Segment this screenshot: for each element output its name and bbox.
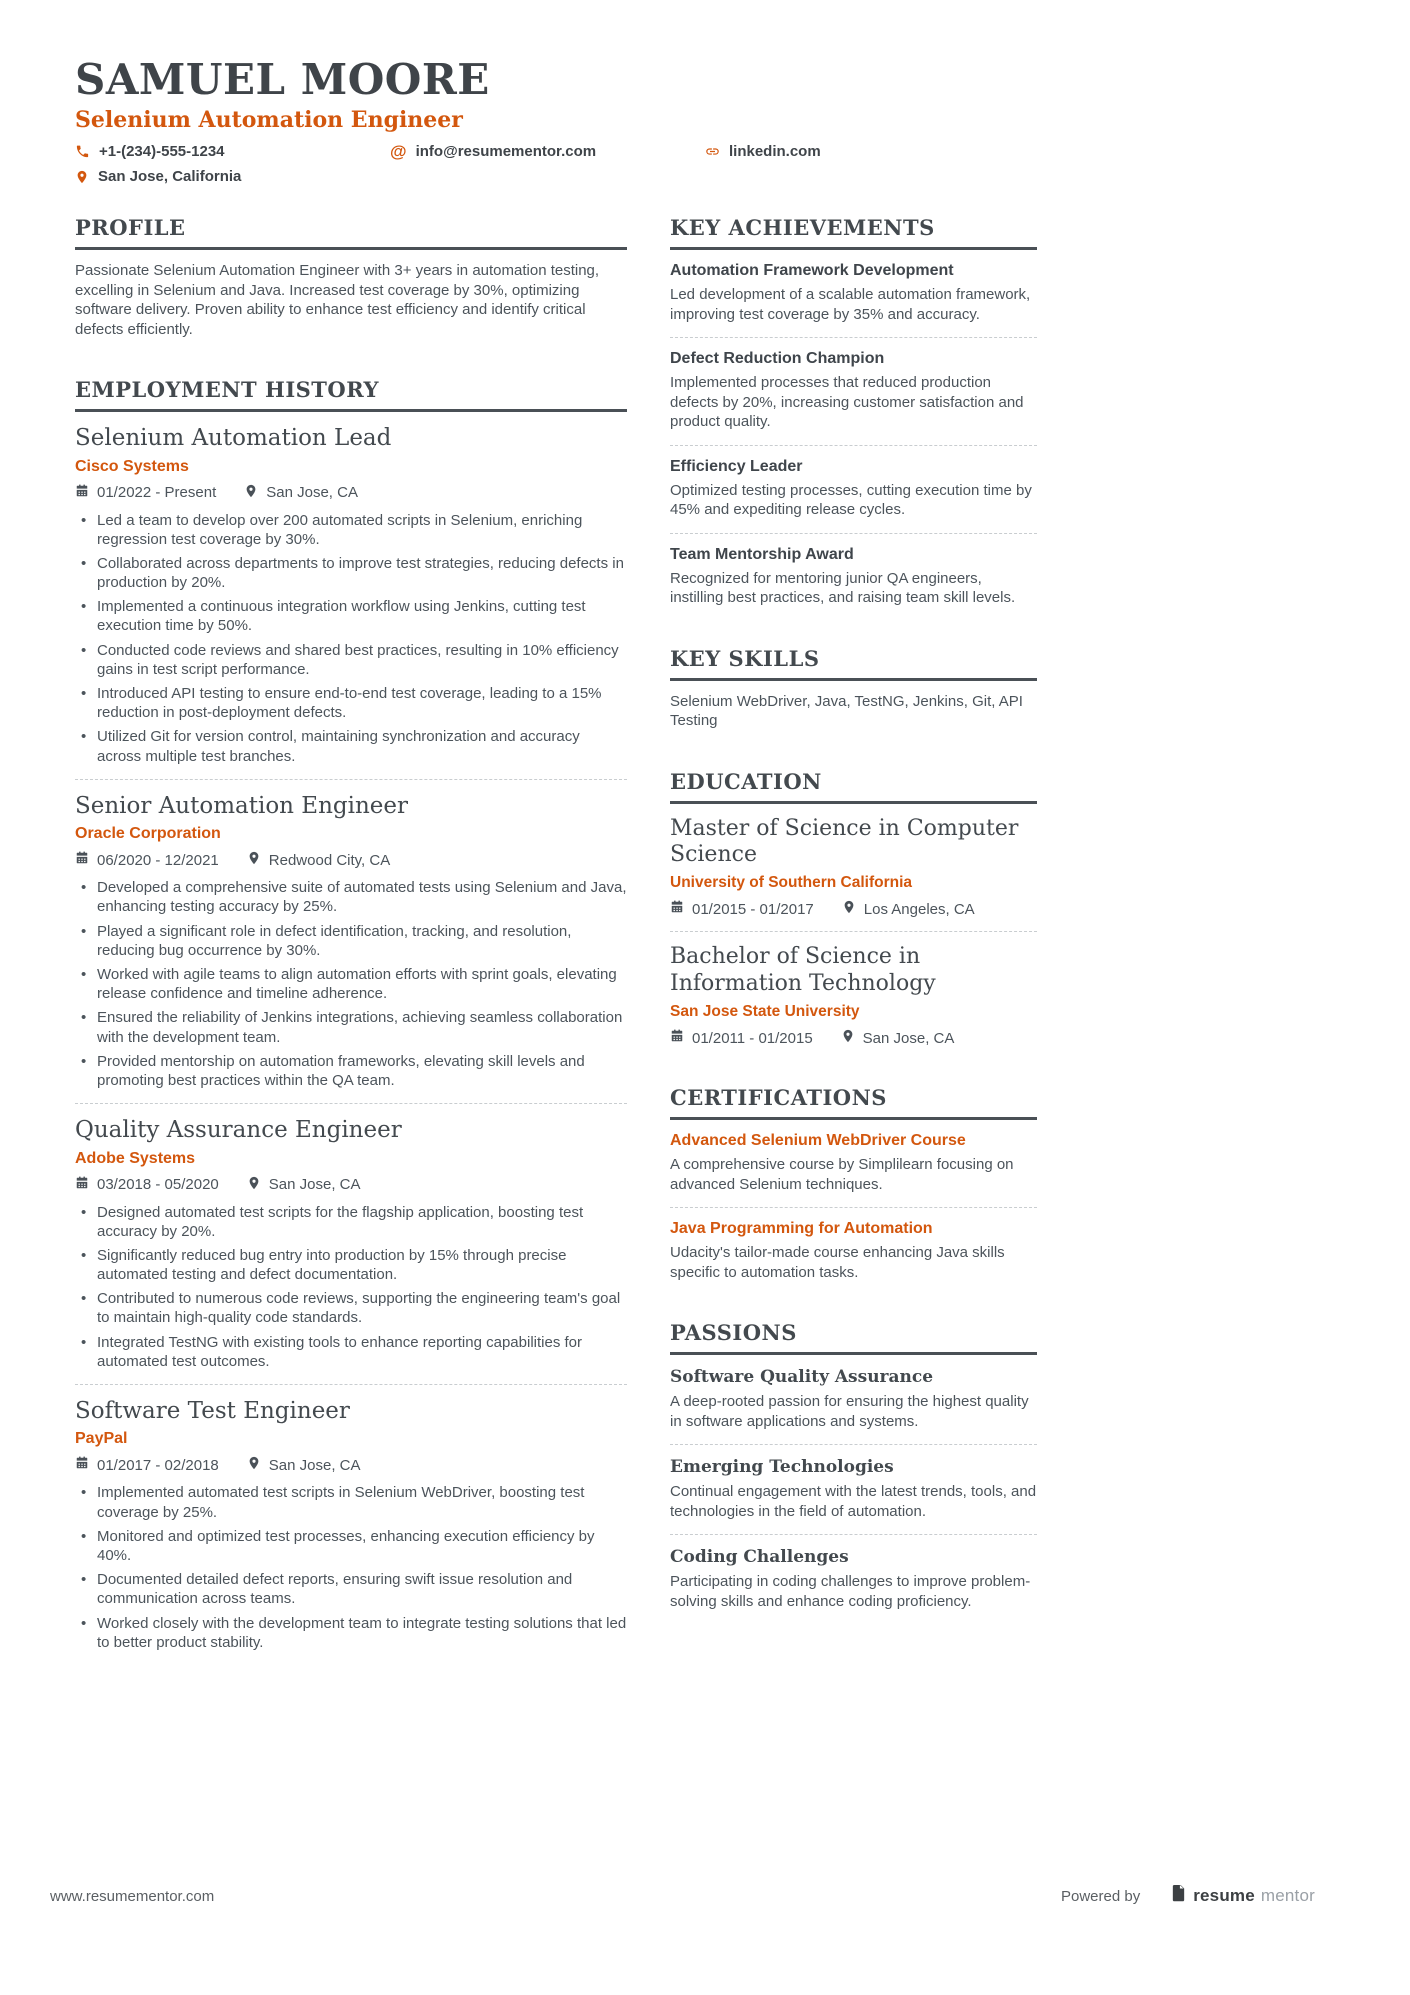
passion-title: Software Quality Assurance [670, 1367, 934, 1388]
school-name: University of Southern California [670, 874, 913, 892]
location-pin-icon [247, 1176, 261, 1194]
education-location: San Jose, CA [862, 1029, 955, 1047]
certifications-heading: CERTIFICATIONS [670, 1085, 1037, 1120]
email-address[interactable]: info@resumementor.com [415, 143, 597, 161]
job-dates: 03/2018 - 05/2020 [97, 1176, 219, 1194]
passion-text: A deep-rooted passion for ensuring the highest quality in software applications and systems. [670, 1393, 1029, 1430]
job-dates-item [75, 484, 216, 502]
certification-text: Udacity's tailor-made course enhancing Java skills specific to automation tasks. [670, 1244, 1005, 1281]
location-pin-icon [244, 484, 258, 502]
resume-header [75, 55, 1037, 186]
phone-item [75, 143, 390, 160]
job-bullet: • Conducted code reviews and shared best practices, resulting in 10% efficiency gains in test script performance. [75, 641, 627, 679]
job-entry [75, 1117, 627, 1371]
divider [670, 533, 1037, 534]
education-section [670, 769, 1037, 1048]
job-bullet: • Played a significant role in defect identification, tracking, and resolution, reducing bug occurrence by 30%. [75, 922, 627, 960]
employment-heading: EMPLOYMENT HISTORY [75, 377, 627, 412]
job-company: Cisco Systems [75, 457, 189, 475]
education-location-item [842, 900, 975, 918]
job-bullet: • Designed automated test scripts for the flagship application, boosting test accuracy by 20%. [75, 1203, 627, 1241]
job-bullet: • Provided mentorship on automation frameworks, elevating skill levels and promoting best practices within the QA team. [75, 1052, 627, 1090]
divider [670, 337, 1037, 338]
achievement-title: Efficiency Leader [670, 457, 803, 475]
site-url[interactable]: www.resumementor.com [50, 1887, 215, 1905]
employment-section [75, 377, 627, 1652]
candidate-name: SAMUEL MOORE [75, 55, 490, 104]
job-title: Senior Automation Engineer [75, 792, 409, 819]
certification-title: Advanced Selenium WebDriver Course [670, 1132, 966, 1150]
contact-block [75, 143, 1037, 185]
job-dates: 01/2022 - Present [97, 484, 217, 502]
passion-text: Continual engagement with the latest trends, tools, and technologies in the field of automation. [670, 1483, 1037, 1520]
calendar-icon [75, 1176, 89, 1194]
job-meta [75, 851, 627, 869]
education-dates-item [670, 1029, 813, 1047]
passions-section [670, 1320, 1037, 1611]
achievement-text: Recognized for mentoring junior QA engineers, instilling best practices, and raising team skill levels. [670, 569, 1016, 607]
job-title: Quality Assurance Engineer [75, 1117, 402, 1144]
achievement-item [670, 262, 1037, 324]
profile-section [75, 215, 627, 339]
contact-row-location [75, 168, 1037, 185]
job-title: Software Test Engineer [75, 1398, 350, 1425]
achievement-text: Implemented processes that reduced production defects by 20%, increasing customer satisfaction and product quality. [670, 374, 1024, 431]
brand-name-light: mentor [1260, 1886, 1315, 1905]
education-meta [670, 900, 1037, 918]
job-company: PayPal [75, 1430, 128, 1448]
job-location: Redwood City, CA [268, 851, 391, 869]
profile-heading: PROFILE [75, 215, 627, 250]
calendar-icon [75, 851, 89, 869]
education-location: Los Angeles, CA [863, 900, 975, 918]
job-entry [75, 1398, 627, 1652]
profile-text: Passionate Selenium Automation Engineer with 3+ years in automation testing, excelling in Selenium and Java. Increased test coverage by 30%, optimizing software delivery. Proven ability to enhance test efficiency and identify critical defects efficiently. [75, 262, 600, 338]
job-bullet: • Ensured the reliability of Jenkins integrations, achieving seamless collaboration with the development team. [75, 1008, 627, 1046]
job-dates: 01/2017 - 02/2018 [97, 1456, 219, 1474]
divider [670, 1207, 1037, 1208]
job-bullet: • Utilized Git for version control, maintaining synchronization and accuracy across multiple test branches. [75, 727, 627, 765]
calendar-icon [670, 900, 684, 918]
job-location: San Jose, CA [268, 1176, 361, 1194]
job-location: San Jose, CA [268, 1456, 361, 1474]
brand-logo-icon [1170, 1884, 1187, 1908]
calendar-icon [670, 1029, 684, 1047]
passion-item [670, 1547, 1037, 1611]
skills-heading: KEY SKILLS [670, 646, 1037, 681]
right-column [670, 215, 1037, 1657]
divider [670, 931, 1037, 932]
resume-page [75, 55, 1037, 1657]
skills-text: Selenium WebDriver, Java, TestNG, Jenkins, Git, API Testing [670, 692, 1023, 730]
job-meta [75, 484, 627, 502]
education-entry [670, 816, 1037, 919]
calendar-icon [75, 1456, 89, 1474]
job-entry [75, 793, 627, 1090]
job-bullet: • Monitored and optimized test processes, enhancing execution efficiency by 40%. [75, 1527, 627, 1565]
job-location-item [247, 851, 390, 869]
achievement-item [670, 546, 1037, 608]
divider [670, 1534, 1037, 1535]
at-icon: @ [390, 142, 407, 162]
job-bullet: • Worked with agile teams to align automation efforts with sprint goals, elevating release confidence and timeline adherence. [75, 965, 627, 1003]
passion-title: Coding Challenges [670, 1547, 849, 1568]
linkedin-item[interactable] [705, 143, 821, 160]
divider [670, 1444, 1037, 1445]
divider [670, 445, 1037, 446]
job-location-item [247, 1176, 361, 1194]
education-dates: 01/2015 - 01/2017 [692, 900, 814, 918]
passion-text: Participating in coding challenges to improve problem-solving skills and enhance coding proficiency. [670, 1573, 1031, 1610]
education-location-item [841, 1029, 955, 1047]
job-dates: 06/2020 - 12/2021 [97, 851, 219, 869]
education-dates: 01/2011 - 01/2015 [692, 1029, 813, 1047]
link-icon [705, 144, 720, 159]
job-bullets [75, 878, 627, 1090]
job-bullet: • Collaborated across departments to improve test strategies, reducing defects in production by 20%. [75, 554, 627, 592]
achievement-title: Team Mentorship Award [670, 545, 854, 563]
achievement-text: Optimized testing processes, cutting execution time by 45% and expediting release cycles. [670, 481, 1032, 519]
job-bullet: • Led a team to develop over 200 automated scripts in Selenium, enriching regression test coverage by 30%. [75, 511, 627, 549]
achievement-text: Led development of a scalable automation framework, improving test coverage by 35% and accuracy. [670, 286, 1031, 323]
passion-item [670, 1457, 1037, 1521]
skills-section [670, 646, 1037, 731]
calendar-icon [75, 484, 89, 502]
job-location-item [244, 484, 358, 502]
degree-title: Bachelor of Science in Information Technology [670, 944, 936, 996]
location-pin-icon [247, 851, 261, 869]
job-bullet: • Developed a comprehensive suite of automated tests using Selenium and Java, enhancing testing accuracy by 25%. [75, 878, 627, 916]
job-bullet: • Implemented automated test scripts in Selenium WebDriver, boosting test coverage by 25%. [75, 1483, 627, 1521]
job-dates-item [75, 1176, 219, 1194]
location-pin-icon [247, 1456, 261, 1474]
brand-logo [1170, 1884, 1315, 1908]
location-item [75, 168, 241, 185]
powered-by-block [1061, 1884, 1315, 1908]
job-dates-item [75, 1456, 219, 1474]
achievement-item [670, 350, 1037, 432]
job-company: Adobe Systems [75, 1149, 196, 1167]
passions-heading: PASSIONS [670, 1320, 1037, 1355]
job-entry [75, 425, 627, 766]
job-bullet: • Implemented a continuous integration workflow using Jenkins, cutting test execution time by 50%. [75, 597, 627, 635]
job-bullet: • Contributed to numerous code reviews, supporting the engineering team's goal to maintain high-quality code standards. [75, 1289, 627, 1327]
job-bullets [75, 511, 627, 766]
job-location-item [247, 1456, 361, 1474]
job-location: San Jose, CA [266, 484, 358, 502]
job-meta [75, 1176, 627, 1194]
divider [75, 1384, 627, 1385]
certifications-section [670, 1085, 1037, 1282]
powered-by-label: Powered by [1060, 1887, 1141, 1905]
linkedin-url[interactable]: linkedin.com [729, 143, 821, 161]
location-pin-icon [75, 170, 89, 184]
candidate-title: Selenium Automation Engineer [75, 107, 463, 134]
contact-row [75, 143, 1037, 160]
divider [75, 779, 627, 780]
education-dates-item [670, 900, 814, 918]
education-entry [670, 944, 1037, 1047]
certification-title: Java Programming for Automation [670, 1220, 933, 1238]
location-text: San Jose, California [98, 168, 242, 186]
job-bullet: • Documented detailed defect reports, ensuring swift issue resolution and communication across teams. [75, 1570, 627, 1608]
job-dates-item [75, 851, 219, 869]
achievements-section [670, 215, 1037, 608]
certification-item [670, 1132, 1037, 1194]
school-name: San Jose State University [670, 1003, 860, 1021]
job-bullet: • Worked closely with the development team to integrate testing solutions that led to better product stability. [75, 1614, 627, 1652]
email-item[interactable] [390, 143, 705, 160]
left-column [75, 215, 627, 1657]
phone-icon [75, 144, 90, 159]
job-bullet: • Introduced API testing to ensure end-to-end test coverage, leading to a 15% reduction in post-deployment defects. [75, 684, 627, 722]
degree-title: Master of Science in Computer Science [670, 815, 1019, 867]
job-meta [75, 1456, 627, 1474]
achievement-title: Automation Framework Development [670, 262, 954, 280]
job-bullets [75, 1203, 627, 1372]
certification-text: A comprehensive course by Simplilearn focusing on advanced Selenium techniques. [670, 1156, 1014, 1193]
brand-name-bold: resume [1193, 1886, 1255, 1905]
job-company: Oracle Corporation [75, 825, 221, 843]
job-bullet: • Integrated TestNG with existing tools to enhance reporting capabilities for automated test outcomes. [75, 1333, 627, 1371]
passion-title: Emerging Technologies [670, 1457, 894, 1478]
achievement-title: Defect Reduction Champion [670, 350, 885, 368]
education-heading: EDUCATION [670, 769, 1037, 804]
certification-item [670, 1220, 1037, 1282]
phone-number: +1-(234)-555-1234 [99, 143, 225, 161]
divider [75, 1103, 627, 1104]
location-pin-icon [841, 1029, 855, 1047]
job-bullets [75, 1483, 627, 1652]
location-pin-icon [842, 900, 856, 918]
achievement-item [670, 458, 1037, 520]
page-footer [50, 1884, 1315, 1908]
achievements-heading: KEY ACHIEVEMENTS [670, 215, 1037, 250]
education-meta [670, 1029, 1037, 1047]
job-bullet: • Significantly reduced bug entry into production by 15% through precise automated testing and defect documentation. [75, 1246, 627, 1284]
passion-item [670, 1367, 1037, 1431]
job-title: Selenium Automation Lead [75, 425, 392, 452]
